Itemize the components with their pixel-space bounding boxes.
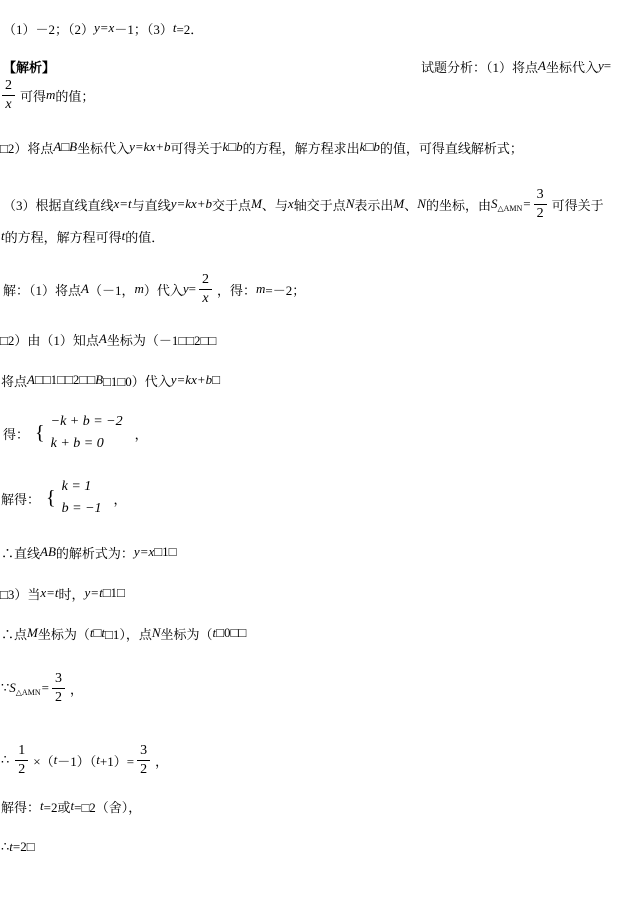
analysis-step3-continued bbox=[1, 216, 164, 256]
text: =－2； bbox=[265, 282, 306, 298]
text: 的坐标，由 bbox=[425, 197, 491, 213]
analysis-intro bbox=[421, 46, 611, 86]
text: ， bbox=[155, 753, 169, 769]
text: = bbox=[41, 680, 49, 695]
solution-line-8 bbox=[1, 613, 246, 653]
text: □1□ bbox=[102, 585, 125, 600]
text: =2□ bbox=[12, 839, 35, 854]
text: □ bbox=[93, 625, 102, 640]
text: 坐标代入 bbox=[545, 59, 598, 75]
math-var: t bbox=[101, 625, 105, 640]
text: 的方程，解方程可得 bbox=[4, 229, 122, 245]
math-var: A bbox=[27, 372, 35, 387]
equation-row: b = −1 bbox=[61, 501, 102, 516]
equation-row: −k + b = −2 bbox=[50, 414, 123, 429]
text: 的值． bbox=[125, 229, 165, 245]
fraction-denominator: 2 bbox=[534, 204, 547, 221]
text: 时， bbox=[58, 586, 85, 602]
text: ∵ bbox=[1, 680, 10, 695]
text: □ bbox=[212, 372, 220, 387]
math-var: t bbox=[9, 839, 13, 854]
text: 解：（1）将点 bbox=[3, 282, 82, 298]
solution-line-1 bbox=[3, 269, 305, 309]
math-expr: x=t bbox=[113, 196, 132, 211]
math-expr: y=kx+b bbox=[170, 196, 213, 211]
math-var: k bbox=[359, 139, 366, 154]
math-expr: y=kx+b bbox=[129, 139, 171, 154]
area-subscript: △AMN bbox=[497, 203, 523, 213]
fraction-denominator: 2 bbox=[137, 760, 150, 777]
text: □ bbox=[61, 139, 70, 154]
math-var: y bbox=[182, 281, 189, 296]
fraction-numerator: 2 bbox=[202, 271, 210, 287]
text: 将点 bbox=[1, 373, 28, 389]
fraction bbox=[52, 672, 65, 705]
text: +1）= bbox=[99, 753, 135, 769]
text: 的值，可得直线解析式； bbox=[379, 140, 523, 156]
solution-line-10 bbox=[1, 740, 168, 780]
text: 坐标代入 bbox=[77, 140, 130, 156]
text: 的值； bbox=[55, 88, 95, 104]
math-var: t bbox=[96, 752, 100, 767]
math-var: t bbox=[89, 625, 94, 640]
math-var: t bbox=[212, 625, 217, 640]
text: □1□ bbox=[154, 544, 177, 559]
brace: { bbox=[46, 487, 56, 509]
text: ， bbox=[69, 681, 83, 697]
math-var: m bbox=[46, 87, 56, 102]
heading-text: 【解析】 bbox=[3, 59, 56, 75]
fraction bbox=[15, 744, 28, 777]
text: □2）由（1）知点 bbox=[0, 332, 99, 348]
text: 坐标为（ bbox=[37, 626, 90, 642]
fraction-denominator: 2 bbox=[15, 760, 28, 777]
solution-line-5 bbox=[1, 478, 127, 518]
text: ∴ bbox=[1, 839, 10, 854]
math-var: b bbox=[236, 139, 243, 154]
text: □0□□ bbox=[216, 625, 247, 640]
fraction-denominator: 2 bbox=[52, 688, 65, 705]
math-var: t bbox=[1, 228, 5, 243]
text: ， bbox=[113, 491, 127, 507]
text: 轴交于点 bbox=[293, 197, 346, 213]
math-var: N bbox=[151, 625, 161, 640]
math-var: M bbox=[393, 196, 405, 211]
text: □1），点 bbox=[104, 626, 152, 642]
math-var: m bbox=[134, 281, 144, 296]
fraction-numerator: 3 bbox=[54, 670, 62, 686]
text: ∴直线 bbox=[1, 545, 41, 561]
fraction bbox=[199, 273, 212, 306]
fraction-denominator: x bbox=[199, 289, 212, 306]
math-var: AB bbox=[40, 544, 56, 559]
text: 可得关于 bbox=[170, 140, 223, 156]
text: 、 bbox=[404, 197, 418, 213]
math-expr: y=kx+b bbox=[170, 372, 213, 387]
equation-row: k = 1 bbox=[61, 479, 92, 494]
text: －1）（ bbox=[57, 753, 97, 769]
solution-line-12 bbox=[1, 827, 35, 867]
text: 表示出 bbox=[354, 197, 394, 213]
math-var: x bbox=[287, 196, 294, 211]
math-var: B bbox=[69, 139, 78, 154]
math-var: A bbox=[538, 58, 546, 73]
math-var: B bbox=[95, 372, 104, 387]
fraction bbox=[137, 744, 150, 777]
math-expr: y=x bbox=[133, 544, 155, 559]
math-var: k bbox=[222, 139, 229, 154]
math-var: y=x bbox=[94, 20, 115, 35]
text: 坐标为（ bbox=[160, 626, 213, 642]
text: ∴点 bbox=[1, 626, 28, 642]
text: □2）将点 bbox=[0, 140, 54, 156]
math-var: t bbox=[121, 228, 126, 243]
equation-row: k + b = 0 bbox=[50, 436, 104, 451]
text: 解得： bbox=[1, 799, 41, 815]
text: □3）当 bbox=[0, 586, 41, 602]
math-var: N bbox=[417, 196, 426, 211]
text: 得： bbox=[3, 426, 30, 442]
text: = bbox=[523, 196, 531, 211]
fraction bbox=[2, 79, 15, 112]
math-var: A bbox=[98, 331, 107, 346]
text: □ bbox=[365, 139, 374, 154]
math-var: t bbox=[70, 798, 75, 813]
math-var: t bbox=[40, 798, 44, 813]
solution-line-7 bbox=[0, 573, 125, 613]
math-var: y bbox=[597, 58, 604, 73]
area-symbol: S bbox=[490, 196, 498, 211]
equation-system bbox=[29, 411, 123, 455]
fraction-numerator: 1 bbox=[18, 742, 26, 758]
brace: { bbox=[35, 422, 45, 444]
text: ×（ bbox=[33, 753, 54, 769]
fraction bbox=[534, 188, 547, 221]
solution-line-2 bbox=[0, 319, 216, 359]
math-expr: y=t bbox=[84, 585, 103, 600]
text: 坐标为（－1□□2□□ bbox=[106, 332, 217, 348]
area-subscript: △AMN bbox=[15, 687, 41, 697]
fraction-numerator: 2 bbox=[5, 77, 12, 93]
math-var: N bbox=[345, 196, 355, 211]
answer-line bbox=[3, 8, 203, 48]
text: －1；（3） bbox=[114, 21, 173, 37]
fraction-numerator: 3 bbox=[536, 186, 544, 202]
text: 试题分析：（1）将点 bbox=[421, 59, 539, 75]
text: 的解析式为： bbox=[55, 545, 134, 561]
text: （－1， bbox=[88, 282, 135, 298]
text: 交于点 bbox=[212, 197, 252, 213]
text: 可得关于 bbox=[551, 197, 604, 213]
text: （1）－2；（2） bbox=[3, 21, 95, 37]
math-var: A bbox=[81, 281, 89, 296]
text: ∴ bbox=[1, 752, 10, 767]
math-var: t bbox=[53, 752, 58, 767]
text: ）代入 bbox=[143, 282, 183, 298]
solution-line-3 bbox=[1, 360, 220, 400]
text: 、与 bbox=[261, 197, 288, 213]
text: （3）根据直线直线 bbox=[3, 197, 114, 213]
text: =2． bbox=[176, 21, 204, 37]
math-var: M bbox=[27, 625, 38, 640]
fraction-denominator: x bbox=[2, 95, 15, 112]
math-var: t bbox=[172, 20, 177, 35]
fraction-numerator: 3 bbox=[140, 742, 148, 758]
text: ，得： bbox=[217, 282, 257, 298]
analysis-step1 bbox=[2, 75, 94, 115]
text: =2或 bbox=[43, 799, 71, 815]
analysis-step2 bbox=[0, 127, 523, 167]
text: 与直线 bbox=[131, 197, 171, 213]
math-var: m bbox=[256, 281, 266, 296]
text: □□1□□2□□ bbox=[34, 372, 96, 387]
equation-rows bbox=[62, 476, 102, 520]
text: □ bbox=[228, 139, 237, 154]
solution-line-11 bbox=[1, 786, 141, 826]
text: ， bbox=[134, 426, 148, 442]
math-var: A bbox=[53, 139, 62, 154]
text: = bbox=[188, 281, 197, 296]
text: 可得 bbox=[20, 88, 47, 104]
text: 的方程，解方程求出 bbox=[242, 140, 360, 156]
solution-line-9 bbox=[1, 668, 83, 708]
text: 解得： bbox=[1, 491, 41, 507]
text: =□2（舍）， bbox=[74, 799, 142, 815]
text: = bbox=[603, 58, 612, 73]
equation-system bbox=[40, 476, 102, 520]
area-symbol: S bbox=[9, 680, 16, 695]
equation-rows bbox=[51, 411, 123, 455]
solution-line-6 bbox=[1, 532, 176, 572]
solution-line-4 bbox=[3, 413, 148, 453]
math-var: b bbox=[373, 139, 380, 154]
math-var: M bbox=[251, 196, 262, 211]
math-expr: x=t bbox=[40, 585, 59, 600]
text: □1□0）代入 bbox=[103, 373, 171, 389]
